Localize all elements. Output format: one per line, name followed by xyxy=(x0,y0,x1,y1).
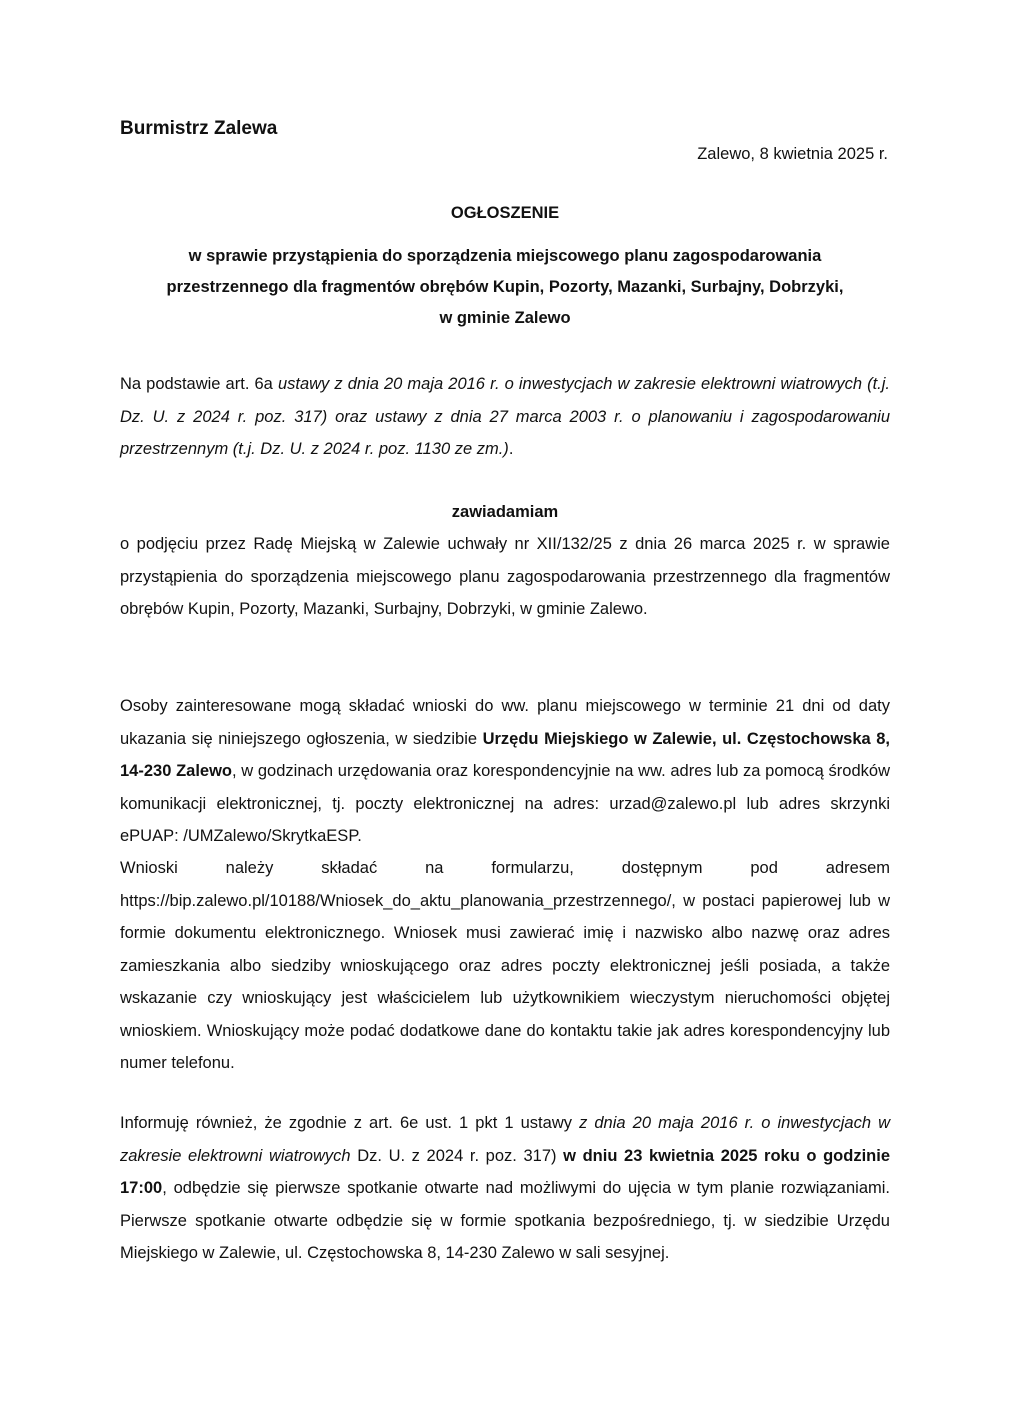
subtitle-line-2: przestrzennego dla fragmentów obrębów Kupin, Pozorty, Mazanki, Surbajny, Dobrzyki, xyxy=(166,278,844,296)
legal-basis-intro: Na podstawie art. 6a xyxy=(120,375,278,393)
legal-basis-paragraph xyxy=(120,368,890,466)
meeting-paragraph xyxy=(120,1107,890,1270)
meeting-dz-u: Dz. U. z 2024 r. poz. 317) xyxy=(350,1146,564,1165)
applications-paragraph xyxy=(120,690,890,853)
place-and-date: Zalewo, 8 kwietnia 2025 r. xyxy=(697,145,888,163)
document-subtitle xyxy=(120,241,890,334)
notify-heading: zawiadamiam xyxy=(451,503,559,521)
document-title: OGŁOSZENIE xyxy=(450,204,560,222)
applications-details: , w godzinach urzędowania oraz korespondencyjnie na ww. adres lub za pomocą środków komunikacji elektronicznej, tj. poczty elektronicznej na adres: urzad@zalewo.pl lub adres skrzynki ePUAP: /UMZalewo/SkrytkaESP. xyxy=(120,762,890,845)
legal-basis-acts: ustawy z dnia 20 maja 2016 r. o inwestycjach w zakresie elektrowni wiatrowych (t.j. Dz. U. z 2024 r. poz. 317) oraz ustawy z dnia 27 marca 2003 r. o planowaniu i zagospodarowaniu przestrzennym (t.j. Dz. U. z 2024 r. poz. 1130 ze zm.) xyxy=(120,375,891,458)
meeting-details: , odbędzie się pierwsze spotkanie otwarte nad możliwymi do ujęcia w tym planie rozwiązaniami. Pierwsze spotkanie otwarte odbędzie się w formie spotkania bezpośredniego, tj. w siedzibie Urzędu Miejskiego w Zalewie, ul. Częstochowska 8, 14-230 Zalewo w sali sesyjnej. xyxy=(120,1179,890,1262)
meeting-intro: Informuję również, że zgodnie z art. 6e ust. 1 pkt 1 ustawy xyxy=(120,1114,580,1132)
meeting-date-time: w dniu 23 kwietnia 2025 roku o godzinie 17:00 xyxy=(120,1146,891,1197)
subtitle-line-3: w gminie Zalewo xyxy=(439,309,571,327)
legal-basis-end: . xyxy=(508,440,514,458)
meeting-act-reference: z dnia 20 maja 2016 r. o inwestycjach w zakresie elektrowni wiatrowych xyxy=(120,1114,890,1165)
subtitle-line-1: w sprawie przystąpienia do sporządzenia miejscowego planu zagospodarowania xyxy=(188,247,822,265)
office-address: Urzędu Miejskiego w Zalewie, ul. Częstochowska 8, 14-230 Zalewo xyxy=(120,729,890,780)
issuing-authority: Burmistrz Zalewa xyxy=(120,118,278,139)
notify-paragraph: o podjęciu przez Radę Miejską w Zalewie uchwały nr XII/132/25 z dnia 26 marca 2025 r. w sprawie przystąpienia do sporządzenia miejscowego planu zagospodarowania przestrzennego dla fragmentów obrębów Kupin, Pozorty, Mazanki, Surbajny, Dobrzyki, w gminie Zalewo. xyxy=(120,535,890,618)
form-paragraph: Wnioski należy składać na formularzu, dostępnym pod adresem https://bip.zalewo.pl/10188/Wniosek_do_aktu_planowania_przestrzennego/, w postaci papierowej lub w formie dokumentu elektronicznego. Wniosek musi zawierać imię i nazwisko albo nazwę oraz adres zamieszkania albo siedziby wnioskującego oraz adres poczty elektronicznej jeśli posiada, a także wskazanie czy wnioskujący jest właścicielem lub użytkownikiem wieczystym nieruchomości objętej wnioskiem. Wnioskujący może podać dodatkowe dane do kontaktu takie jak adres korespondencyjny lub numer telefonu. xyxy=(120,859,890,1072)
applications-intro: Osoby zainteresowane mogą składać wnioski do ww. planu miejscowego w terminie 21 dni od daty ukazania się niniejszego ogłoszenia, w siedzibie xyxy=(120,697,890,748)
